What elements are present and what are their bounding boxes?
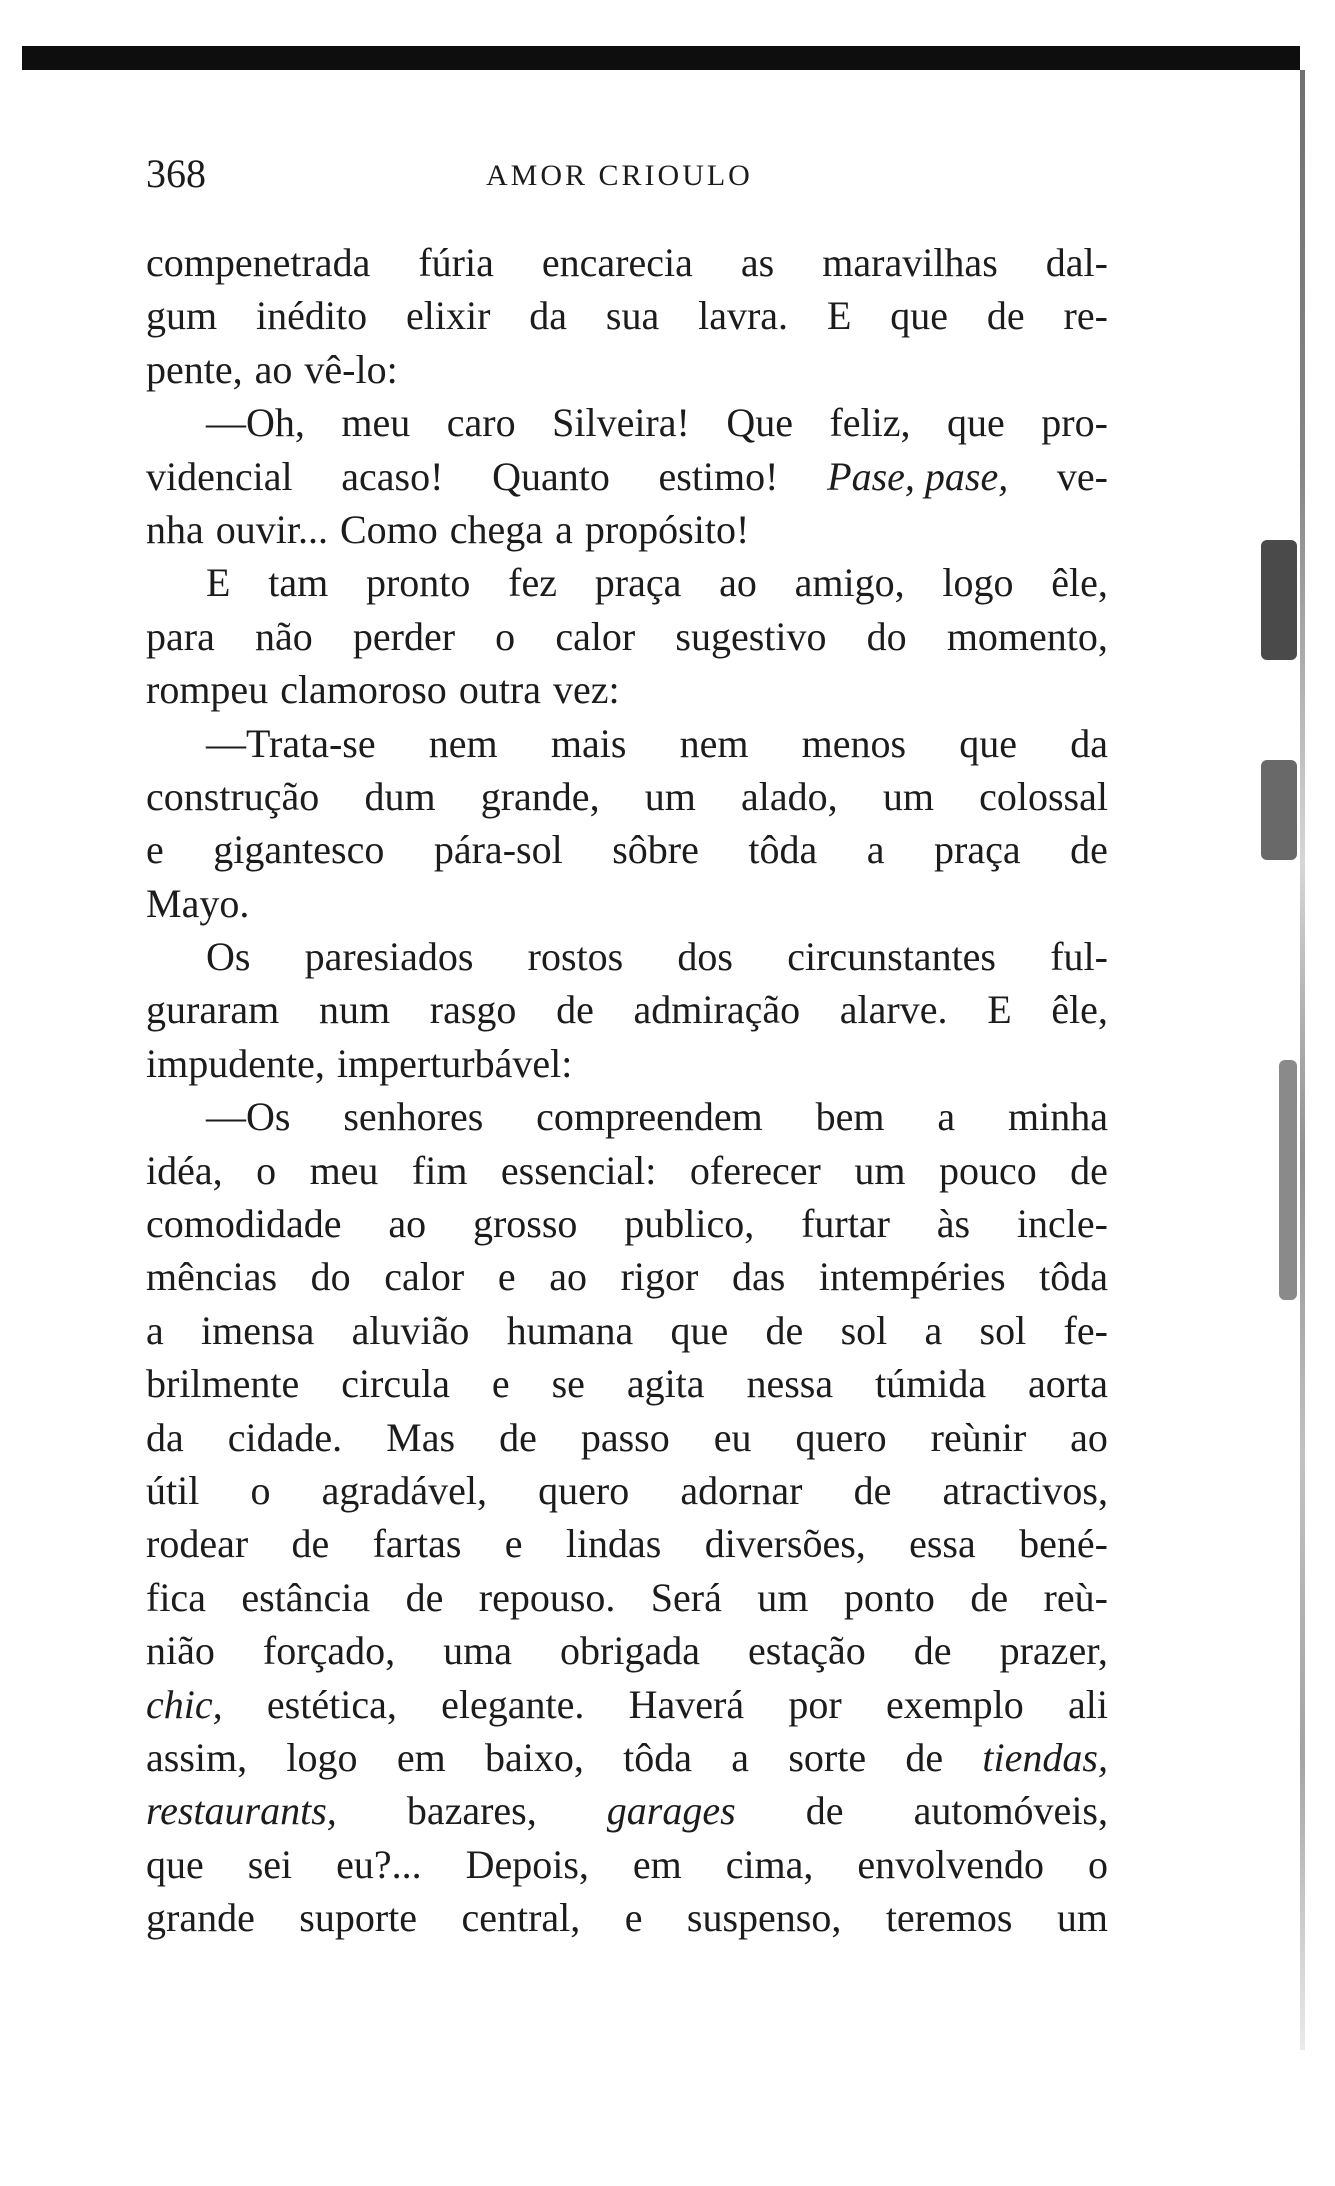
word: bené- [1019, 1521, 1108, 1567]
body-text [146, 236, 1108, 1945]
word: furtar [801, 1201, 890, 1247]
word: ponto [843, 1574, 935, 1620]
word: fe- [1063, 1307, 1108, 1353]
word: Será [650, 1574, 722, 1620]
text-line [146, 556, 1108, 609]
word: colossal [979, 773, 1108, 819]
word: elixir [405, 293, 491, 339]
word: útil [146, 1467, 200, 1513]
word: estética, [266, 1681, 397, 1727]
word: ao [719, 560, 757, 606]
word: de [765, 1307, 804, 1353]
text-line [146, 503, 1108, 556]
word: pro- [1041, 400, 1108, 446]
word: suporte [299, 1895, 418, 1941]
word: uma [443, 1628, 512, 1674]
text-line [146, 450, 1108, 503]
word: aluvião [351, 1307, 470, 1353]
word: que [146, 1841, 204, 1887]
word: reù- [1043, 1574, 1108, 1620]
word: impudente, [146, 1040, 325, 1086]
word: gum [146, 293, 218, 339]
word: pouco [938, 1147, 1037, 1193]
word: que [947, 400, 1005, 446]
word: nem [428, 720, 498, 766]
text-line [146, 1037, 1108, 1090]
word: prazer, [999, 1628, 1108, 1674]
word: minha [1008, 1094, 1108, 1140]
word: obrigada [560, 1628, 700, 1674]
word: feliz, [829, 400, 911, 446]
word: nião [146, 1628, 215, 1674]
text-line [146, 1624, 1108, 1677]
word: fez [508, 560, 557, 606]
word: de [556, 987, 594, 1033]
word: chega [449, 506, 544, 552]
word: diversões, [704, 1521, 866, 1567]
word: ouvir... [215, 506, 328, 552]
text-line [146, 1144, 1108, 1197]
word: guraram [146, 987, 280, 1033]
word: agita [626, 1361, 705, 1407]
word: rodear [146, 1521, 249, 1567]
word: um [644, 773, 696, 819]
word: imperturbável: [336, 1040, 573, 1086]
word: tiendas, [982, 1734, 1108, 1780]
word: Que [726, 400, 793, 446]
word: ali [1068, 1681, 1108, 1727]
text-line [146, 1090, 1108, 1143]
word: a [146, 1307, 164, 1353]
word: tôda [623, 1734, 692, 1780]
word: logo [286, 1734, 358, 1780]
word: não [254, 613, 313, 659]
word: restaurants, [146, 1788, 337, 1834]
word: propósito! [584, 506, 750, 552]
word: —Oh, [206, 400, 305, 446]
word: quero [795, 1414, 887, 1460]
word: cidade. [227, 1414, 343, 1460]
word: circunstantes [787, 934, 996, 980]
word: lindas [565, 1521, 662, 1567]
word: E [987, 987, 1012, 1033]
word: fim [411, 1147, 468, 1193]
word: circula [341, 1361, 450, 1407]
word: túmida [875, 1361, 987, 1407]
word: bem [815, 1094, 885, 1140]
word: eu [713, 1414, 752, 1460]
word: o [256, 1147, 277, 1193]
word: compenetrada [146, 240, 371, 285]
word: de [1070, 1147, 1108, 1193]
word: meu [341, 400, 411, 446]
word: um [1056, 1895, 1108, 1941]
word: de [291, 1521, 330, 1567]
word: do [310, 1254, 351, 1300]
text-line [146, 343, 1108, 396]
word: ao [1070, 1414, 1108, 1460]
word: calor [384, 1254, 465, 1300]
word: Como [340, 506, 438, 552]
word: mais [550, 720, 627, 766]
word: alado, [741, 773, 838, 819]
text-line [146, 1838, 1108, 1891]
word: fica [146, 1574, 206, 1620]
text-line [146, 1891, 1108, 1944]
word: êle, [1051, 987, 1108, 1033]
word: vez: [553, 667, 620, 713]
text-line [146, 1411, 1108, 1464]
page-number: 368 [146, 151, 206, 196]
word: ful- [1050, 934, 1108, 980]
word: e [504, 1521, 523, 1567]
word: da [1070, 720, 1108, 766]
word: o [495, 613, 516, 659]
word: quero [538, 1467, 630, 1513]
word: por [788, 1681, 842, 1727]
word: elegante. [441, 1681, 585, 1727]
word: mências [146, 1254, 278, 1300]
word: envolvendo [857, 1841, 1044, 1887]
text-line [146, 610, 1108, 663]
word: compreendem [536, 1094, 763, 1140]
word: sorte [788, 1734, 867, 1780]
word: o [1087, 1841, 1108, 1887]
word: agradável, [321, 1467, 488, 1513]
word: construção [146, 773, 320, 819]
word: garages [606, 1788, 736, 1834]
word: que [890, 293, 949, 339]
word: fartas [372, 1521, 462, 1567]
text-line [146, 1784, 1108, 1837]
word: sôbre [612, 827, 699, 873]
word: inédito [256, 293, 368, 339]
text-line [146, 1731, 1108, 1784]
word: outra [458, 667, 541, 713]
word: dal- [1045, 240, 1108, 285]
word: menos [801, 720, 907, 766]
word: bazares, [406, 1788, 537, 1834]
word: pára-sol [433, 827, 563, 873]
word: a [937, 1094, 956, 1140]
word: pronto [365, 560, 471, 606]
word: o [250, 1467, 271, 1513]
word: incle- [1016, 1201, 1108, 1247]
word: nha [146, 506, 204, 552]
word: de [913, 1628, 952, 1674]
word: sei [247, 1841, 293, 1887]
word: em [632, 1841, 682, 1887]
word: paresiados [304, 934, 474, 980]
word: a [555, 506, 573, 552]
word: ao [388, 1201, 427, 1247]
word: nessa [746, 1361, 834, 1407]
word: rasgo [429, 987, 517, 1033]
word: admiração [633, 987, 801, 1033]
word: amigo, [794, 560, 905, 606]
word: e [497, 1254, 516, 1300]
word: num [318, 987, 391, 1033]
word: nem [679, 720, 749, 766]
word: grosso [472, 1201, 578, 1247]
word: momento, [946, 613, 1108, 659]
word: a [731, 1734, 750, 1780]
text-line [146, 717, 1108, 770]
word: para [146, 613, 215, 659]
word: alarve. [839, 987, 948, 1033]
text-line [146, 1517, 1108, 1570]
word: e [624, 1895, 643, 1941]
text-line [146, 1678, 1108, 1731]
word: aorta [1028, 1361, 1108, 1407]
page-header [146, 152, 1106, 196]
word: as [740, 240, 775, 285]
word: Haverá [628, 1681, 745, 1727]
word: calor [555, 613, 636, 659]
word: E [206, 560, 231, 606]
text-line [146, 1250, 1108, 1303]
word: e [491, 1361, 510, 1407]
word: adornar [680, 1467, 803, 1513]
word: se [551, 1361, 585, 1407]
word: caro [446, 400, 516, 446]
text-line [146, 1304, 1108, 1357]
text-line [146, 1197, 1108, 1250]
word: central, [461, 1895, 581, 1941]
word: maravilhas [822, 240, 998, 285]
word: intempéries [818, 1254, 1006, 1300]
word: estância [241, 1574, 371, 1620]
word: Quanto [492, 453, 610, 499]
text-line [146, 289, 1108, 342]
text-line [146, 770, 1108, 823]
word: êle, [1051, 560, 1108, 606]
word: estação [748, 1628, 866, 1674]
word: lavra. [698, 293, 789, 339]
word: ve- [1056, 453, 1108, 499]
text-line [146, 396, 1108, 449]
scan-smudge [1261, 760, 1297, 860]
word: ao [549, 1254, 587, 1300]
word: oferecer [689, 1147, 821, 1193]
word: assim, [146, 1734, 248, 1780]
word: às [936, 1201, 971, 1247]
word: estimo! [658, 453, 779, 499]
word: que [670, 1307, 729, 1353]
text-line [146, 930, 1108, 983]
word: dum [364, 773, 436, 819]
word: um [882, 773, 934, 819]
word: ao [254, 346, 293, 392]
word: gigantesco [213, 827, 385, 873]
word: pente, [146, 346, 243, 392]
word: atractivos, [942, 1467, 1108, 1513]
word: praça [934, 827, 1021, 873]
text-line [146, 877, 1108, 930]
word: da [146, 1414, 184, 1460]
word: de [970, 1574, 1009, 1620]
running-title: AMOR CRIOULO [486, 159, 753, 192]
word: e [146, 827, 164, 873]
word: publico, [624, 1201, 755, 1247]
word: automóveis, [913, 1788, 1108, 1834]
text-line [146, 663, 1108, 716]
word: de [805, 1788, 844, 1834]
word: meu [309, 1147, 379, 1193]
word: brilmente [146, 1361, 300, 1407]
word: que [959, 720, 1018, 766]
word: —Os [206, 1094, 291, 1140]
word: —Trata-se [206, 720, 376, 766]
word: exemplo [886, 1681, 1024, 1727]
word: logo [942, 560, 1014, 606]
word: a [924, 1307, 943, 1353]
word: humana [506, 1307, 634, 1353]
word: da [529, 293, 568, 339]
word: de [1070, 827, 1108, 873]
word: de [853, 1467, 892, 1513]
right-scan-edge [1300, 70, 1305, 2050]
word: tôda [748, 827, 818, 873]
word: senhores [343, 1094, 484, 1140]
word: Silveira! [552, 400, 690, 446]
top-scan-border [22, 46, 1300, 70]
word: vê-lo: [304, 346, 398, 392]
word: essa [909, 1521, 976, 1567]
word: perder [352, 613, 456, 659]
word: cima, [725, 1841, 814, 1887]
word: Depois, [465, 1841, 589, 1887]
text-line [146, 1464, 1108, 1517]
word: Os [206, 934, 251, 980]
word: tôda [1039, 1254, 1108, 1300]
word: idéa, [146, 1147, 223, 1193]
word: videncial [146, 453, 293, 499]
word: das [731, 1254, 786, 1300]
word: passo [580, 1414, 670, 1460]
text-line [146, 823, 1108, 876]
word: sol [979, 1307, 1027, 1353]
word: re- [1063, 293, 1108, 339]
word: sugestivo [675, 613, 827, 659]
word: de [905, 1734, 944, 1780]
word: dos [677, 934, 733, 980]
word: um [854, 1147, 906, 1193]
scan-smudge [1261, 540, 1297, 660]
word: eu?... [336, 1841, 422, 1887]
word: de [986, 293, 1025, 339]
word: em [396, 1734, 446, 1780]
word: essencial: [500, 1147, 657, 1193]
word: do [866, 613, 907, 659]
text-line [146, 983, 1108, 1036]
word: suspenso, [686, 1895, 842, 1941]
word: clamoroso [280, 667, 447, 713]
scan-smudge [1279, 1060, 1297, 1300]
word: repouso. [478, 1574, 616, 1620]
word: rostos [527, 934, 624, 980]
word: chic, [146, 1681, 223, 1727]
word: um [757, 1574, 809, 1620]
word: sol [840, 1307, 888, 1353]
word: rigor [620, 1254, 699, 1300]
word: comodidade [146, 1201, 342, 1247]
word: de [499, 1414, 537, 1460]
word: Pase, pase, [827, 453, 1009, 499]
text-line [146, 236, 1108, 289]
text-line [146, 1357, 1108, 1410]
text-line [146, 1571, 1108, 1624]
word: grande [146, 1895, 255, 1941]
word: rompeu [146, 667, 269, 713]
word: Mayo. [146, 880, 250, 926]
word: fúria [418, 240, 494, 285]
word: baixo, [484, 1734, 584, 1780]
word: forçado, [262, 1628, 396, 1674]
word: reùnir [930, 1414, 1027, 1460]
word: E [826, 293, 852, 339]
word: sua [605, 293, 660, 339]
word: imensa [201, 1307, 315, 1353]
word: praça [594, 560, 682, 606]
word: encarecia [541, 240, 693, 285]
word: de [405, 1574, 444, 1620]
word: a [866, 827, 885, 873]
word: tam [268, 560, 329, 606]
word: acaso! [341, 453, 444, 499]
word: Mas [386, 1414, 456, 1460]
word: teremos [885, 1895, 1013, 1941]
word: grande, [480, 773, 600, 819]
